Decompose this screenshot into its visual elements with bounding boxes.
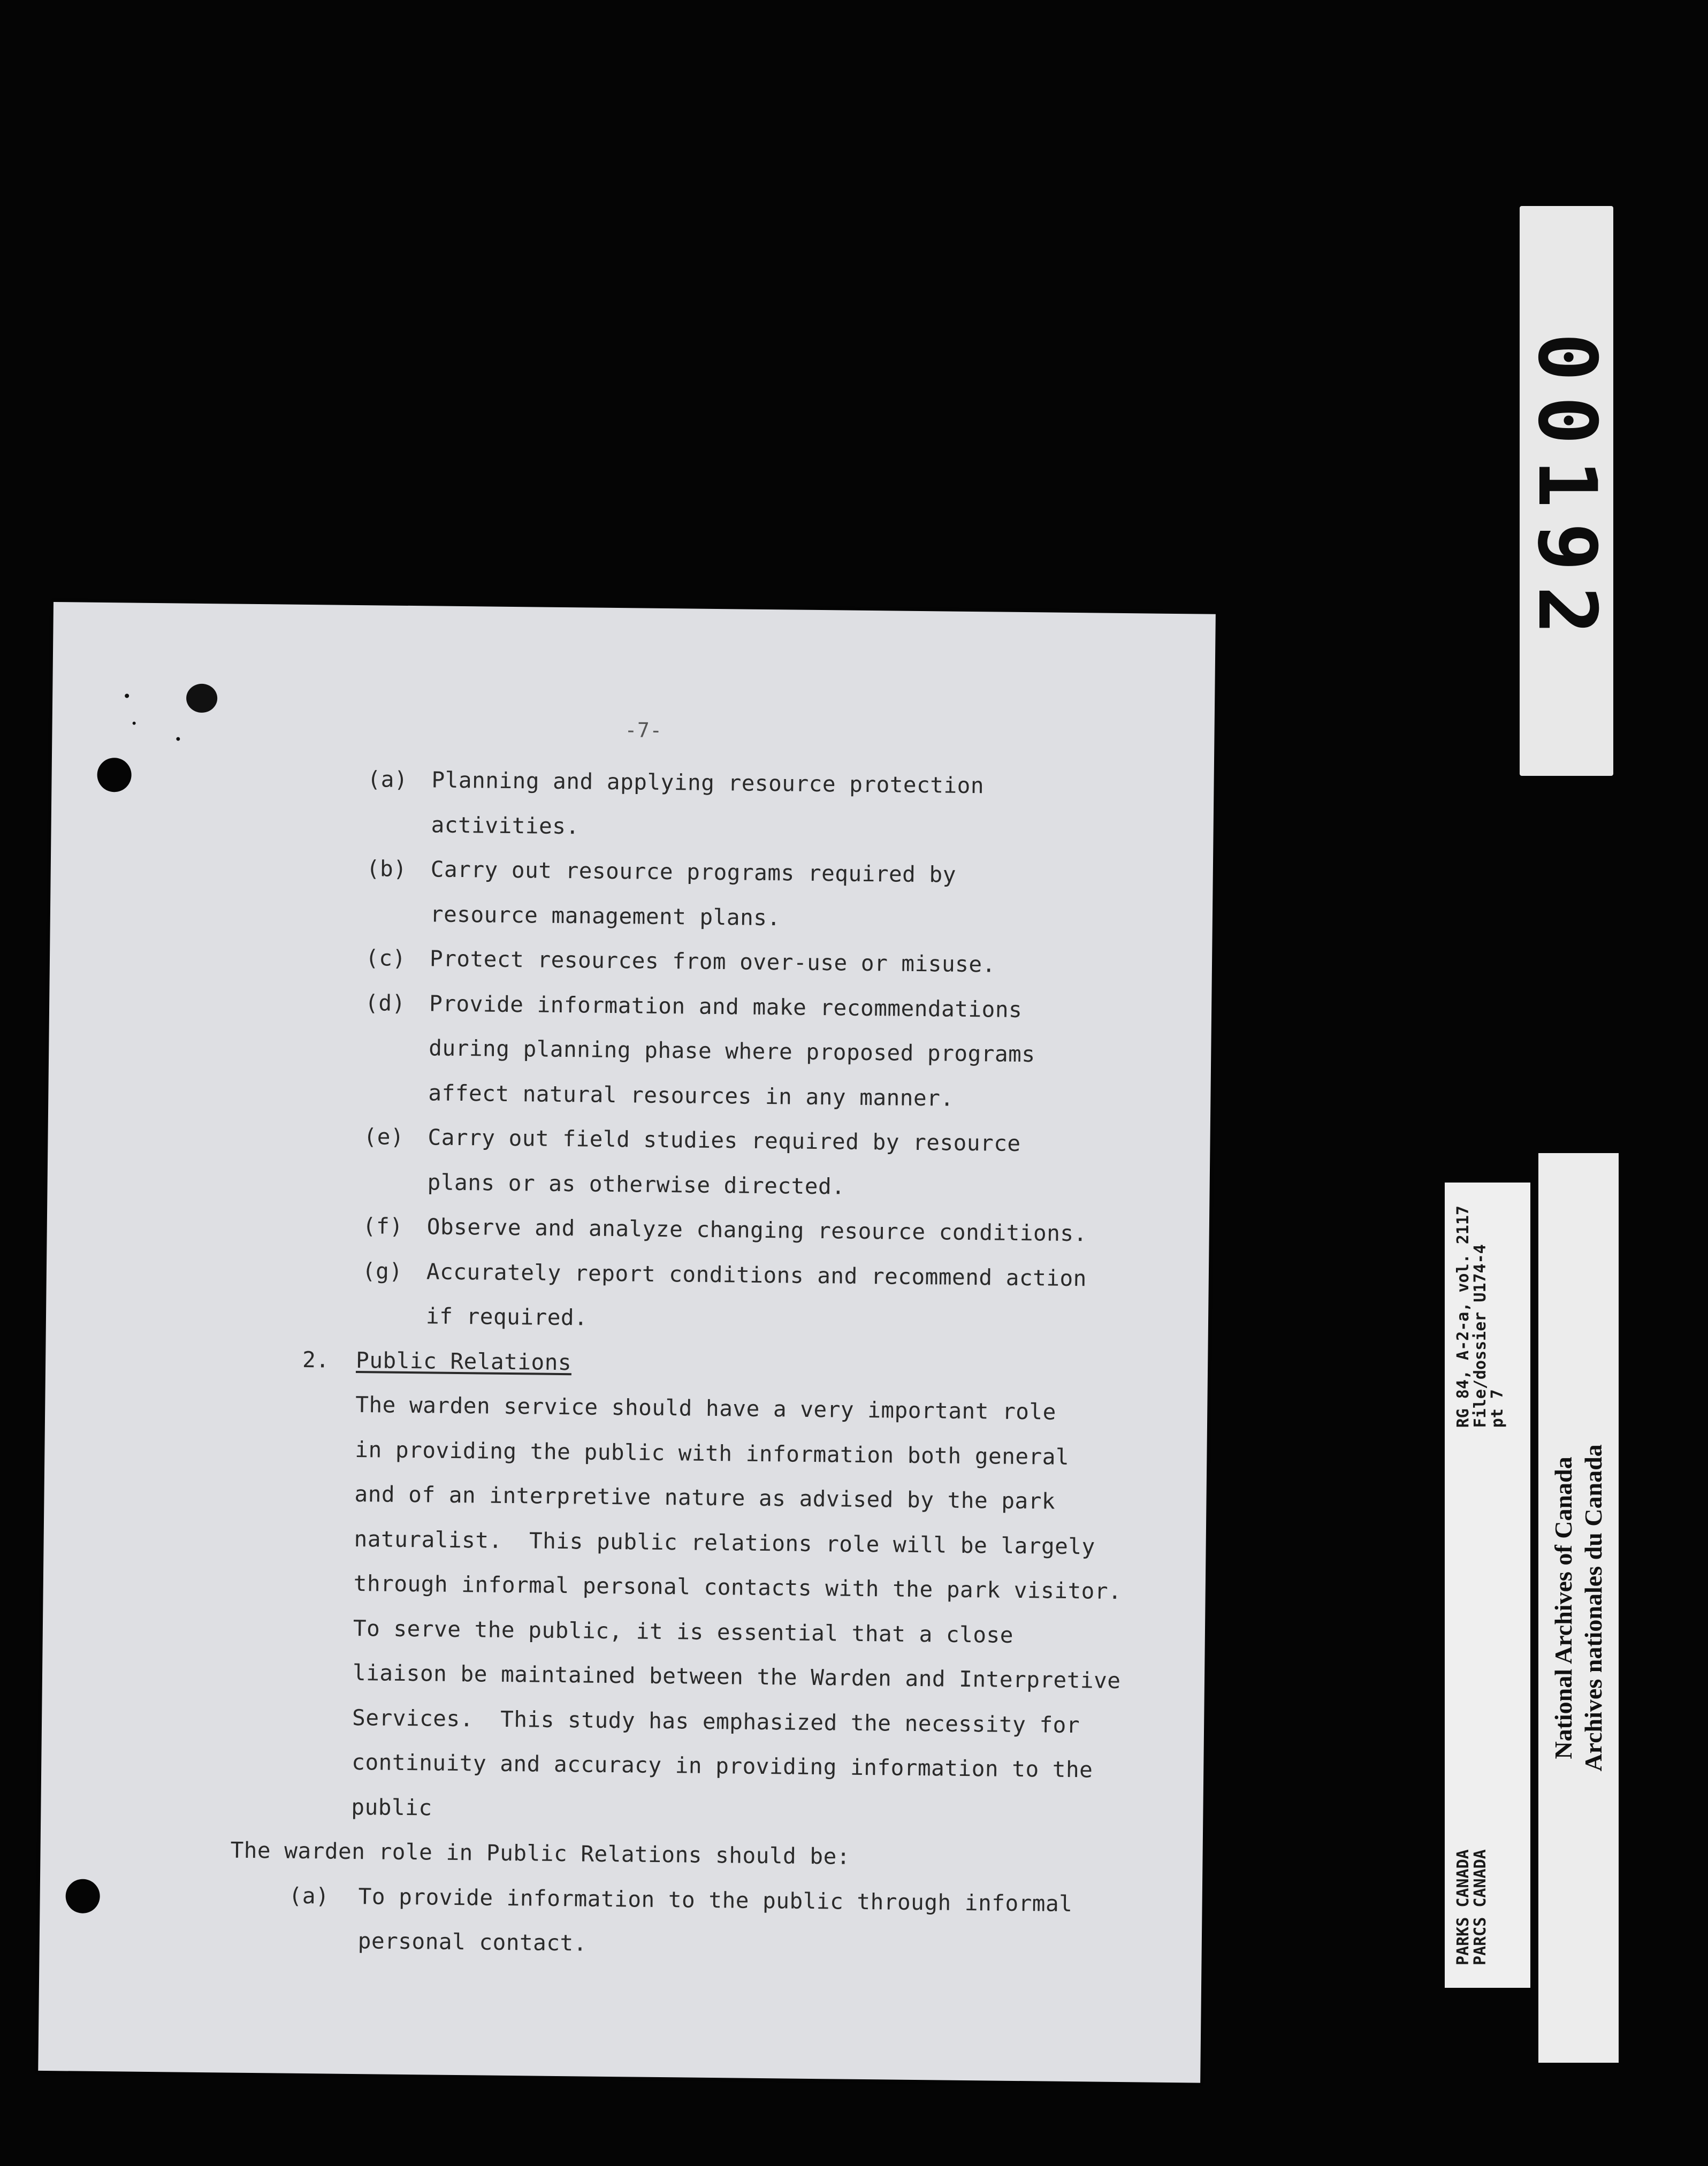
list-marker: (a) — [288, 1882, 330, 1909]
paragraph-line: through informal personal contacts with the park visitor. — [353, 1570, 1122, 1605]
list-marker: (b) — [366, 856, 407, 882]
paragraph-line: Services. This study has emphasized the necessity for — [352, 1704, 1080, 1738]
paragraph-line: public — [351, 1794, 432, 1821]
archives-name-fr: Archives nationales du Canada — [1580, 1444, 1607, 1772]
list-text: Provide information and make recommendations — [429, 990, 1023, 1023]
archives-name-en: National Archives of Canada — [1550, 1456, 1577, 1759]
list-text: during planning phase where proposed programs — [429, 1035, 1035, 1067]
list-text: Planning and applying resource protection — [431, 767, 985, 799]
part-number: pt 7 — [1488, 1389, 1507, 1428]
agency-fr: PARCS CANADA — [1471, 1849, 1490, 1965]
typed-text — [38, 602, 1216, 2083]
list-text: plans or as otherwise directed. — [427, 1169, 845, 1200]
list-text: To provide information to the public through informal — [358, 1883, 1073, 1917]
agency-en: PARKS CANADA — [1454, 1849, 1473, 1965]
list-marker: (c) — [365, 945, 406, 971]
list-marker: (d) — [364, 990, 406, 1016]
list-text: Observe and analyze changing resource conditions. — [426, 1214, 1088, 1247]
record-group: RG 84, A-2-a, vol. 2117 — [1454, 1205, 1473, 1428]
list-marker: (a) — [367, 766, 408, 792]
list-text: resource management plans. — [430, 901, 781, 931]
paragraph-line: in providing the public with information both general — [355, 1436, 1070, 1470]
agency-label — [1455, 1849, 1489, 1965]
paragraph-line: To serve the public, it is essential that a close — [353, 1615, 1014, 1648]
list-text: Carry out resource programs required by — [430, 856, 957, 888]
list-text: if required. — [425, 1303, 588, 1331]
paragraph-line: The warden service should have a very important role — [355, 1391, 1057, 1425]
paragraph-line: naturalist. This public relations role will be largely — [354, 1526, 1095, 1560]
file-dossier: File/dossier U174-4 — [1471, 1244, 1490, 1428]
paragraph-line: and of an interpretive nature as advised by the park — [354, 1481, 1056, 1514]
frame-counter-label — [1520, 206, 1613, 776]
list-text: Accurately report conditions and recommend action — [426, 1259, 1087, 1292]
list-text: Protect resources from over-use or misuse. — [429, 945, 996, 978]
list-marker: (g) — [362, 1258, 403, 1284]
paragraph-line: liaison be maintained between the Warden and Interpretive — [352, 1659, 1121, 1694]
paragraph-line: continuity and accuracy in providing information to the — [352, 1749, 1093, 1783]
page-number: -7- — [624, 718, 662, 742]
section-number: 2. — [302, 1346, 330, 1373]
record-group-label — [1455, 1206, 1506, 1428]
list-text: activities. — [431, 812, 580, 840]
document-page — [38, 602, 1216, 2083]
list-text: affect natural resources in any manner. — [428, 1080, 954, 1111]
role-intro: The warden role in Public Relations should be: — [230, 1837, 851, 1870]
list-text: personal contact. — [357, 1928, 588, 1956]
section-heading: Public Relations — [355, 1347, 572, 1376]
list-marker: (e) — [363, 1124, 405, 1150]
list-marker: (f) — [362, 1213, 403, 1239]
list-text: Carry out field studies required by resource — [428, 1124, 1021, 1156]
archives-label — [1538, 1153, 1619, 2063]
reference-label — [1445, 1183, 1530, 1988]
frame-counter-number: 00192 — [1520, 332, 1613, 650]
